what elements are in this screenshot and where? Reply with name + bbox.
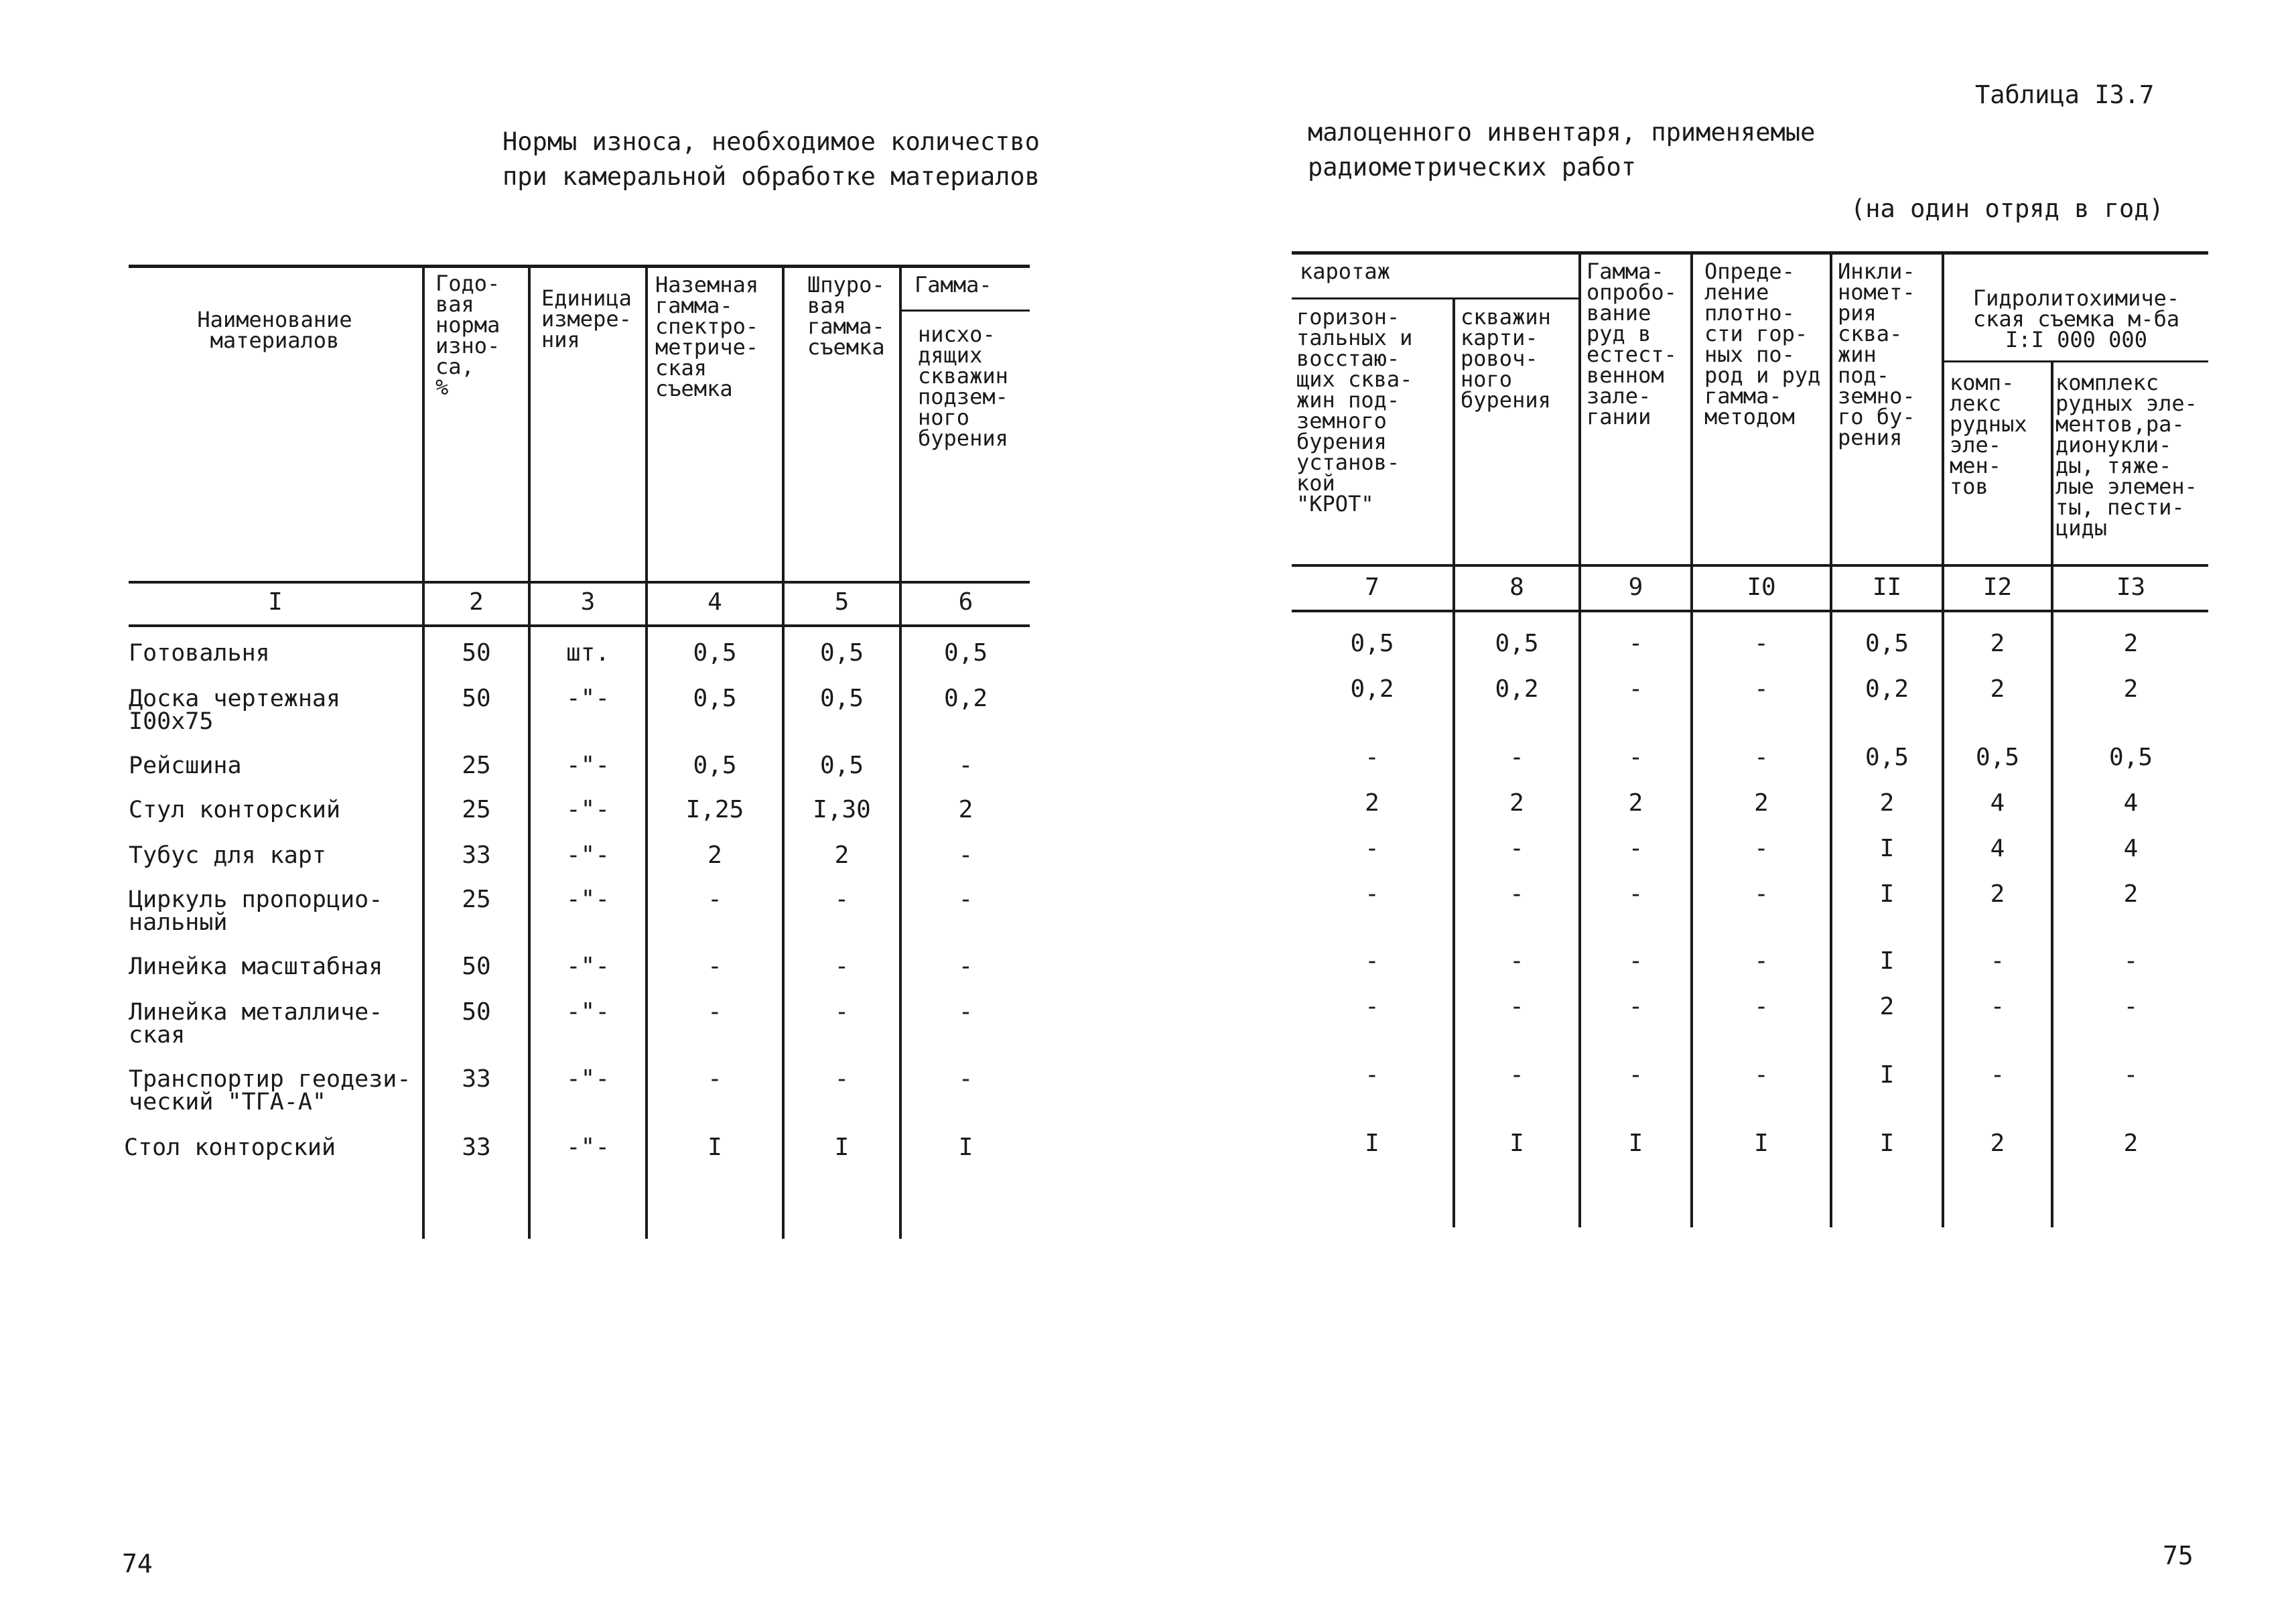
left-row-cell-c5: I	[834, 1134, 850, 1161]
right-row-cell: 2	[1990, 1130, 2005, 1157]
left-row-cell-norm: 33	[462, 841, 491, 869]
right-row-cell: -	[2123, 1061, 2139, 1089]
right-row-cell: I	[1754, 1130, 1769, 1157]
right-row-cell: 2	[2123, 880, 2139, 908]
right-row-cell: 0,5	[2108, 744, 2153, 771]
left-row-cell-c6: -	[958, 752, 973, 779]
right-row-cell: 4	[1990, 789, 2005, 817]
right-row-cell: 2	[1509, 789, 1524, 817]
left-row-cell-unit: -"-	[565, 953, 610, 980]
left-row-name: Доска чертежная I00x75	[129, 685, 341, 735]
right-header-bottom-rule	[1292, 564, 2208, 567]
table-label: Таблица I3.7	[1975, 80, 2155, 109]
left-row-name: Рейсшина	[129, 752, 242, 779]
right-row-cell: 0,5	[1865, 630, 1909, 657]
left-colnum-4: 4	[707, 588, 722, 616]
left-row-cell-c4: I,25	[685, 796, 744, 823]
right-row-cell: I	[1879, 947, 1895, 975]
right-row-cell: -	[1754, 835, 1769, 862]
right-row-cell: -	[1365, 880, 1379, 908]
left-header-ground-gamma: Наземная гамма- спектро- метриче- ская съемка	[655, 272, 759, 401]
right-row-cell: -	[1990, 1061, 2005, 1089]
right-row-cell: -	[1509, 1061, 1524, 1089]
left-row-cell-norm: 50	[462, 953, 491, 980]
left-row-cell-c5: -	[834, 953, 850, 980]
right-row-cell: 0,5	[1495, 630, 1539, 657]
left-row-cell-c6: -	[958, 886, 973, 913]
right-row-cell: -	[1754, 675, 1769, 703]
left-row-cell-norm: 25	[462, 752, 491, 779]
left-header-bottom-rule	[129, 581, 1030, 584]
left-row-cell-unit: -"-	[565, 998, 610, 1026]
left-row-cell-c5: 0,5	[819, 752, 864, 779]
left-row-cell-norm: 33	[462, 1134, 491, 1161]
left-row-name: Стол конторский	[124, 1134, 336, 1161]
right-title-line-2: радиометрических работ	[1308, 153, 1637, 182]
right-row-cell: -	[1754, 947, 1769, 975]
left-row-cell-c4: 0,5	[693, 685, 737, 712]
left-row-cell-c5: 0,5	[819, 639, 864, 667]
right-row-cell: 2	[1990, 675, 2005, 703]
left-row-name: Линейка масштабная	[129, 953, 383, 980]
right-colnum-bottom-rule	[1292, 610, 2208, 612]
right-row-cell: -	[1628, 880, 1643, 908]
left-row-cell-c4: -	[707, 1065, 722, 1093]
left-row-cell-c4: 2	[707, 841, 722, 869]
left-title-line-2: при камеральной обработке материалов	[502, 162, 1040, 191]
right-row-cell: 2	[1879, 789, 1895, 817]
right-row-cell: I	[1879, 880, 1895, 908]
right-header-hydro: Гидролитохимиче- ская съемка м-ба I:I 000 000	[1972, 285, 2180, 352]
right-row-cell: 2	[1879, 993, 1895, 1020]
left-row-name: Тубус для карт	[129, 842, 327, 869]
left-header-unit: Единица измере- ния	[541, 285, 632, 352]
right-row-cell: I	[1879, 1061, 1895, 1089]
right-row-cell: 0,5	[1350, 630, 1394, 657]
right-row-cell: 2	[2123, 675, 2139, 703]
right-colnum-7: 7	[1365, 573, 1379, 601]
right-row-cell: -	[1628, 1061, 1643, 1089]
left-colnum-5: 5	[834, 588, 850, 616]
right-row-cell: 2	[2123, 630, 2139, 657]
right-row-cell: -	[1365, 835, 1379, 862]
left-row-cell-c5: I,30	[813, 796, 871, 823]
right-colnum-9: 9	[1628, 573, 1643, 601]
left-row-cell-norm: 50	[462, 685, 491, 712]
right-row-cell: -	[1509, 835, 1524, 862]
left-header-shpur-gamma: Шпуро- вая гамма- съемка	[807, 272, 885, 360]
left-row-cell-norm: 33	[462, 1065, 491, 1093]
right-row-cell: -	[2123, 993, 2139, 1020]
right-row-cell: -	[1509, 993, 1524, 1020]
right-header-gamma-sampling: Гамма- опробо- вание руд в естест- венном зале- гании	[1586, 259, 1677, 429]
left-row-cell-c6: -	[958, 1065, 973, 1093]
left-row-name: Циркуль пропорцио- нальный	[129, 886, 383, 936]
right-row-cell: -	[1365, 1061, 1379, 1089]
right-row-cell: -	[1628, 947, 1643, 975]
left-row-cell-c6: -	[958, 998, 973, 1026]
right-header-density: Опреде- ление плотно- сти гор- ных по- род и руд гамма- методом	[1704, 259, 1821, 429]
right-row-cell: 0,5	[1975, 744, 2020, 771]
right-row-cell: -	[1509, 880, 1524, 908]
right-row-cell: -	[1628, 835, 1643, 862]
right-row-cell: -	[1754, 744, 1769, 771]
right-row-cell: I	[1879, 1130, 1895, 1157]
right-row-cell: I	[1509, 1130, 1524, 1157]
left-row-cell-c4: I	[707, 1134, 722, 1161]
right-row-cell: 2	[1990, 630, 2005, 657]
left-colnum-2: 2	[469, 588, 484, 616]
left-row-name: Линейка металличе- ская	[129, 999, 383, 1049]
left-row-name: Готовальня	[129, 640, 270, 667]
right-row-cell: -	[1628, 675, 1643, 703]
right-row-cell: 2	[2123, 1130, 2139, 1157]
left-header-name: Наименование материалов	[197, 307, 352, 353]
left-title-line-1: Нормы износа, необходимое количество	[502, 127, 1040, 156]
left-colnum-6: 6	[958, 588, 973, 616]
right-row-cell: -	[1365, 993, 1379, 1020]
left-row-cell-c4: -	[707, 953, 722, 980]
right-row-cell: -	[1628, 744, 1643, 771]
right-page-number: 75	[2163, 1541, 2193, 1570]
left-row-cell-norm: 25	[462, 886, 491, 913]
left-row-cell-c6: 0,2	[943, 685, 988, 712]
right-row-cell: I	[1365, 1130, 1379, 1157]
left-row-cell-c6: 0,5	[943, 639, 988, 667]
left-row-cell-unit: шт.	[565, 639, 610, 667]
left-colnum-1: I	[268, 588, 283, 616]
left-row-cell-unit: -"-	[565, 796, 610, 823]
right-row-cell: -	[1365, 947, 1379, 975]
left-colnum-bottom-rule	[129, 624, 1030, 627]
right-header-mapping-wells: скважин карти- ровоч- ного бурения	[1461, 304, 1551, 413]
right-row-cell: 2	[1754, 789, 1769, 817]
left-row-cell-c6: 2	[958, 796, 973, 823]
right-row-cell: 2	[1990, 880, 2005, 908]
right-row-cell: -	[1509, 947, 1524, 975]
right-colnum-13: I3	[2116, 573, 2146, 601]
right-header-horizontal: горизон- тальных и восстаю- щих сква- жин под- земного бурения установ- кой "КРОТ"	[1296, 304, 1413, 517]
right-row-cell: -	[1754, 630, 1769, 657]
left-gamma-sub-rule	[900, 310, 1030, 312]
left-row-cell-norm: 50	[462, 998, 491, 1026]
right-row-cell: 4	[2123, 789, 2139, 817]
right-row-cell: -	[1628, 630, 1643, 657]
left-row-cell-c6: I	[958, 1134, 973, 1161]
left-row-cell-unit: -"-	[565, 841, 610, 869]
right-row-cell: I	[1628, 1130, 1643, 1157]
left-row-cell-c4: -	[707, 886, 722, 913]
right-row-cell: 0,2	[1865, 675, 1909, 703]
right-header-complex-radio: комплекс рудных эле- ментов,ра- дионукли- ды, тяже- лые элемен- ты, пести- циды	[2055, 370, 2198, 541]
right-colnum-11: II	[1872, 573, 1902, 601]
left-row-cell-c4: 0,5	[693, 639, 737, 667]
left-row-cell-unit: -"-	[565, 1065, 610, 1093]
left-row-cell-unit: -"-	[565, 685, 610, 712]
left-row-name: Стул конторский	[129, 797, 341, 823]
right-row-cell: 0,5	[1865, 744, 1909, 771]
left-header-gamma-top: Гамма-	[915, 272, 992, 297]
right-row-cell: -	[1990, 993, 2005, 1020]
left-row-cell-norm: 25	[462, 796, 491, 823]
right-table-top-rule	[1292, 251, 2208, 255]
right-header-complex-ore: комп- лекс рудных эле- мен- тов	[1950, 370, 2027, 499]
right-colnum-8: 8	[1509, 573, 1524, 601]
right-colnum-10: I0	[1747, 573, 1776, 601]
left-row-cell-unit: -"-	[565, 752, 610, 779]
left-row-cell-c5: 2	[834, 841, 850, 869]
hydro-sub-rule	[1943, 360, 2208, 362]
right-row-cell: 2	[1628, 789, 1643, 817]
left-row-cell-c5: 0,5	[819, 685, 864, 712]
left-row-cell-unit: -"-	[565, 1134, 610, 1161]
right-row-cell: -	[1990, 947, 2005, 975]
right-header-inclinometry: Инкли- номет- рия сква- жин под- земно- го бу- рения	[1838, 259, 1915, 450]
right-row-cell: 4	[1990, 835, 2005, 862]
right-row-cell: -	[2123, 947, 2139, 975]
left-row-cell-norm: 50	[462, 639, 491, 667]
left-row-cell-c5: -	[834, 1065, 850, 1093]
right-row-cell: -	[1754, 880, 1769, 908]
left-table-top-rule	[129, 265, 1030, 268]
right-row-cell: 0,2	[1495, 675, 1539, 703]
right-row-cell: -	[1509, 744, 1524, 771]
per-unit-note: (на один отряд в год)	[1850, 194, 2164, 223]
left-row-cell-c4: 0,5	[693, 752, 737, 779]
karotazh-sub-rule	[1292, 297, 1580, 299]
left-row-cell-c6: -	[958, 953, 973, 980]
right-title-line-1: малоценного инвентаря, применяемые	[1308, 118, 1816, 147]
left-row-name: Транспортир геодези- ческий "ТГА-А"	[129, 1066, 411, 1116]
right-colnum-12: I2	[1982, 573, 2013, 601]
left-row-cell-c6: -	[958, 841, 973, 869]
left-header-gamma-sub: нисхо- дящих скважин подзем- ного бурения	[918, 322, 1008, 451]
left-row-cell-c4: -	[707, 998, 722, 1026]
right-row-cell: -	[1365, 744, 1379, 771]
left-row-cell-unit: -"-	[565, 886, 610, 913]
right-row-cell: 4	[2123, 835, 2139, 862]
left-row-cell-c5: -	[834, 886, 850, 913]
right-header-karotazh: каротаж	[1300, 259, 1390, 284]
left-row-cell-c5: -	[834, 998, 850, 1026]
right-row-cell: 0,2	[1350, 675, 1394, 703]
right-row-cell: I	[1879, 835, 1895, 862]
left-page-number: 74	[122, 1549, 153, 1578]
right-row-cell: 2	[1365, 789, 1379, 817]
right-row-cell: -	[1754, 1061, 1769, 1089]
left-colnum-3: 3	[580, 588, 596, 616]
right-row-cell: -	[1754, 993, 1769, 1020]
right-row-cell: -	[1628, 993, 1643, 1020]
left-header-annual-norm: Годо- вая норма изно- са, %	[435, 271, 500, 400]
